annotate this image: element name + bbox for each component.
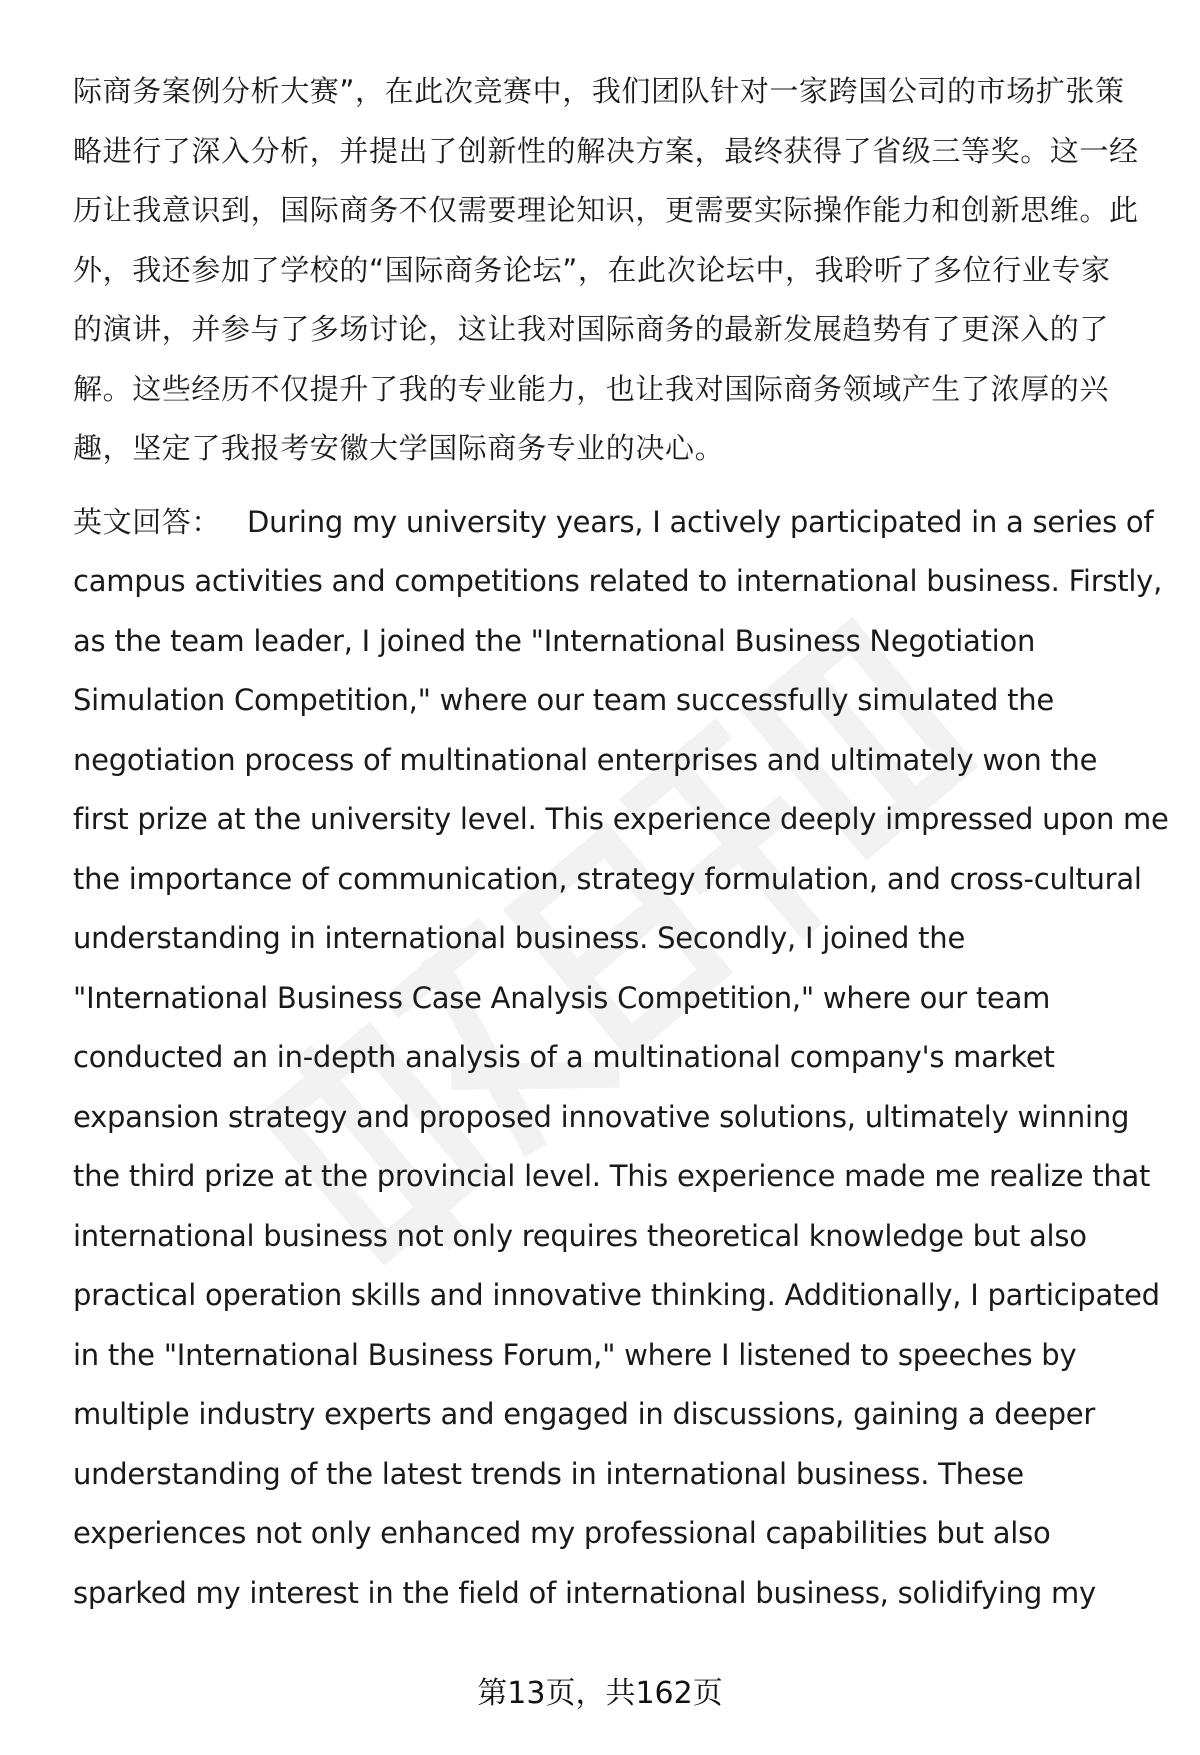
text-line: Simulation Competition," where our team successfully simulated the: [73, 683, 1055, 717]
page-number-footer: 第13页，共162页: [477, 1676, 723, 1711]
text-line: the importance of communication, strategy formulation, and cross-cultural: [73, 861, 1142, 896]
text-line: practical operation skills and innovative thinking. Additionally, I participated: [73, 1278, 1160, 1312]
text-line: 解。这些经历不仅提升了我的专业能力，也让我对国际商务领域产生了浓厚的兴: [73, 371, 1110, 406]
text-line: sparked my interest in the field of international business, solidifying my: [73, 1575, 1096, 1610]
text-line: first prize at the university level. This experience deeply impressed upon me: [73, 802, 1169, 836]
text-line: expansion strategy and proposed innovative solutions, ultimately winning: [73, 1099, 1130, 1134]
document-body: [73, 62, 1169, 1623]
text-line: multiple industry experts and engaged in discussions, gaining a deeper: [73, 1397, 1095, 1431]
text-line: 的演讲，并参与了多场讨论，这让我对国际商务的最新发展趋势有了更深入的了: [73, 312, 1110, 346]
text-line: 趣，坚定了我报考安徽大学国际商务专业的决心。: [73, 431, 725, 465]
text-line: campus activities and competitions related to international business. Firstly,: [73, 564, 1163, 598]
english-answer-paragraph: [73, 493, 1169, 1624]
text-line: "International Business Case Analysis Competition," where our team: [73, 980, 1051, 1015]
text-line: 历让我意识到，国际商务不仅需要理论知识，更需要实际操作能力和创新思维。此: [73, 193, 1139, 227]
text-line: in the "International Business Forum," where I listened to speeches by: [73, 1337, 1077, 1372]
text-line: experiences not only enhanced my professional capabilities but also: [73, 1516, 1051, 1550]
text-line: conducted an in-depth analysis of a multinational company's market: [73, 1040, 1055, 1074]
text-line: [73, 493, 1153, 553]
text-line: the third prize at the provincial level. This experience made me realize that: [73, 1159, 1151, 1193]
text-line: international business not only requires theoretical knowledge but also: [73, 1218, 1087, 1253]
text-line: negotiation process of multinational enterprises and ultimately won the: [73, 742, 1098, 777]
text-line: 际商务案例分析大赛”，在此次竞赛中，我们团队针对一家跨国公司的市场扩张策: [73, 74, 1125, 108]
text-line: as the team leader, I joined the "International Business Negotiation: [73, 623, 1036, 658]
text-line: 外，我还参加了学校的“国际商务论坛”，在此次论坛中，我聆听了多位行业专家: [73, 252, 1111, 287]
text-line: 略进行了深入分析，并提出了创新性的解决方案，最终获得了省级三等奖。这一经: [73, 133, 1139, 168]
text-line-content: During my university years, I actively participated in a series of: [247, 504, 1154, 539]
chinese-answer-paragraph: [73, 62, 1153, 479]
text-line: understanding in international business. Secondly, I joined the: [73, 921, 966, 955]
text-line: understanding of the latest trends in international business. These: [73, 1456, 1024, 1491]
english-answer-label: 英文回答：: [73, 504, 222, 539]
